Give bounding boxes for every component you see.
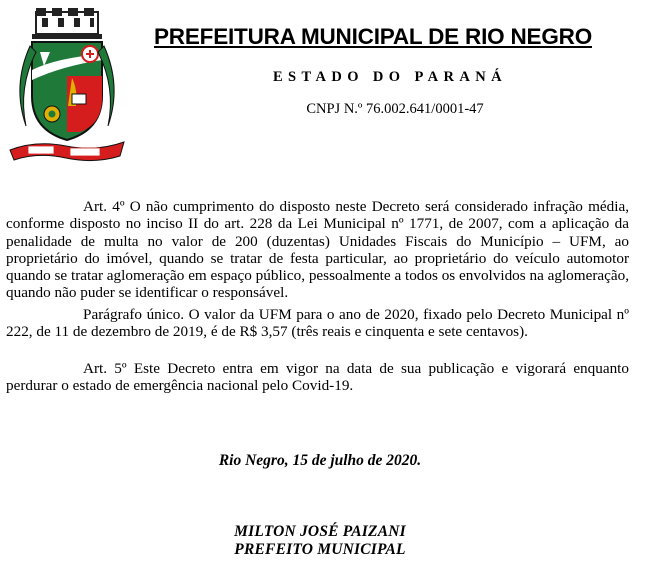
state-subtitle: ESTADO DO PARANÁ [272, 69, 508, 85]
shield [32, 42, 102, 140]
coat-of-arms-icon [6, 6, 128, 164]
signer-name: MILTON JOSÉ PAIZANI [234, 523, 406, 540]
cnpj-number: CNPJ N.º 76.002.641/0001-47 [306, 101, 484, 117]
paragrafo-unico: Parágrafo único. O valor da UFM para o ano de 2020, fixado pelo Decreto Municipal nº 222, de 11 de dezembro de 2019, é de R$ 3,57 (três reais e cinquenta e sete centavos). [6, 306, 629, 341]
document-date: Rio Negro, 15 de julho de 2020. [218, 452, 422, 469]
ribbon [10, 142, 124, 161]
signer-role: PREFEITO MUNICIPAL [234, 541, 406, 558]
article-4: Art. 4º O não cumprimento do disposto neste Decreto será considerado infração média, conforme disposto no inciso II do art. 228 da Lei Municipal nº 1771, de 2007, com a aplicação da penalidade de multa no valor de 200 (duzentas) Unidades Fiscais do Município – UFM, ao proprietário do imóvel, quando se tratar de festa particular, ao proprietário do veículo automotor quando se tratar aglomeração em espaço público, pessoalmente a todos os envolvidos na aglomeração, quando não puder se identificar o responsável. [6, 198, 629, 302]
municipality-title: PREFEITURA MUNICIPAL DE RIO NEGRO [153, 24, 592, 49]
article-5: Art. 5º Este Decreto entra em vigor na data de sua publicação e vigorará enquanto perdurar o estado de emergência nacional pelo Covid-19. [6, 360, 629, 395]
mural-crown [32, 8, 102, 39]
